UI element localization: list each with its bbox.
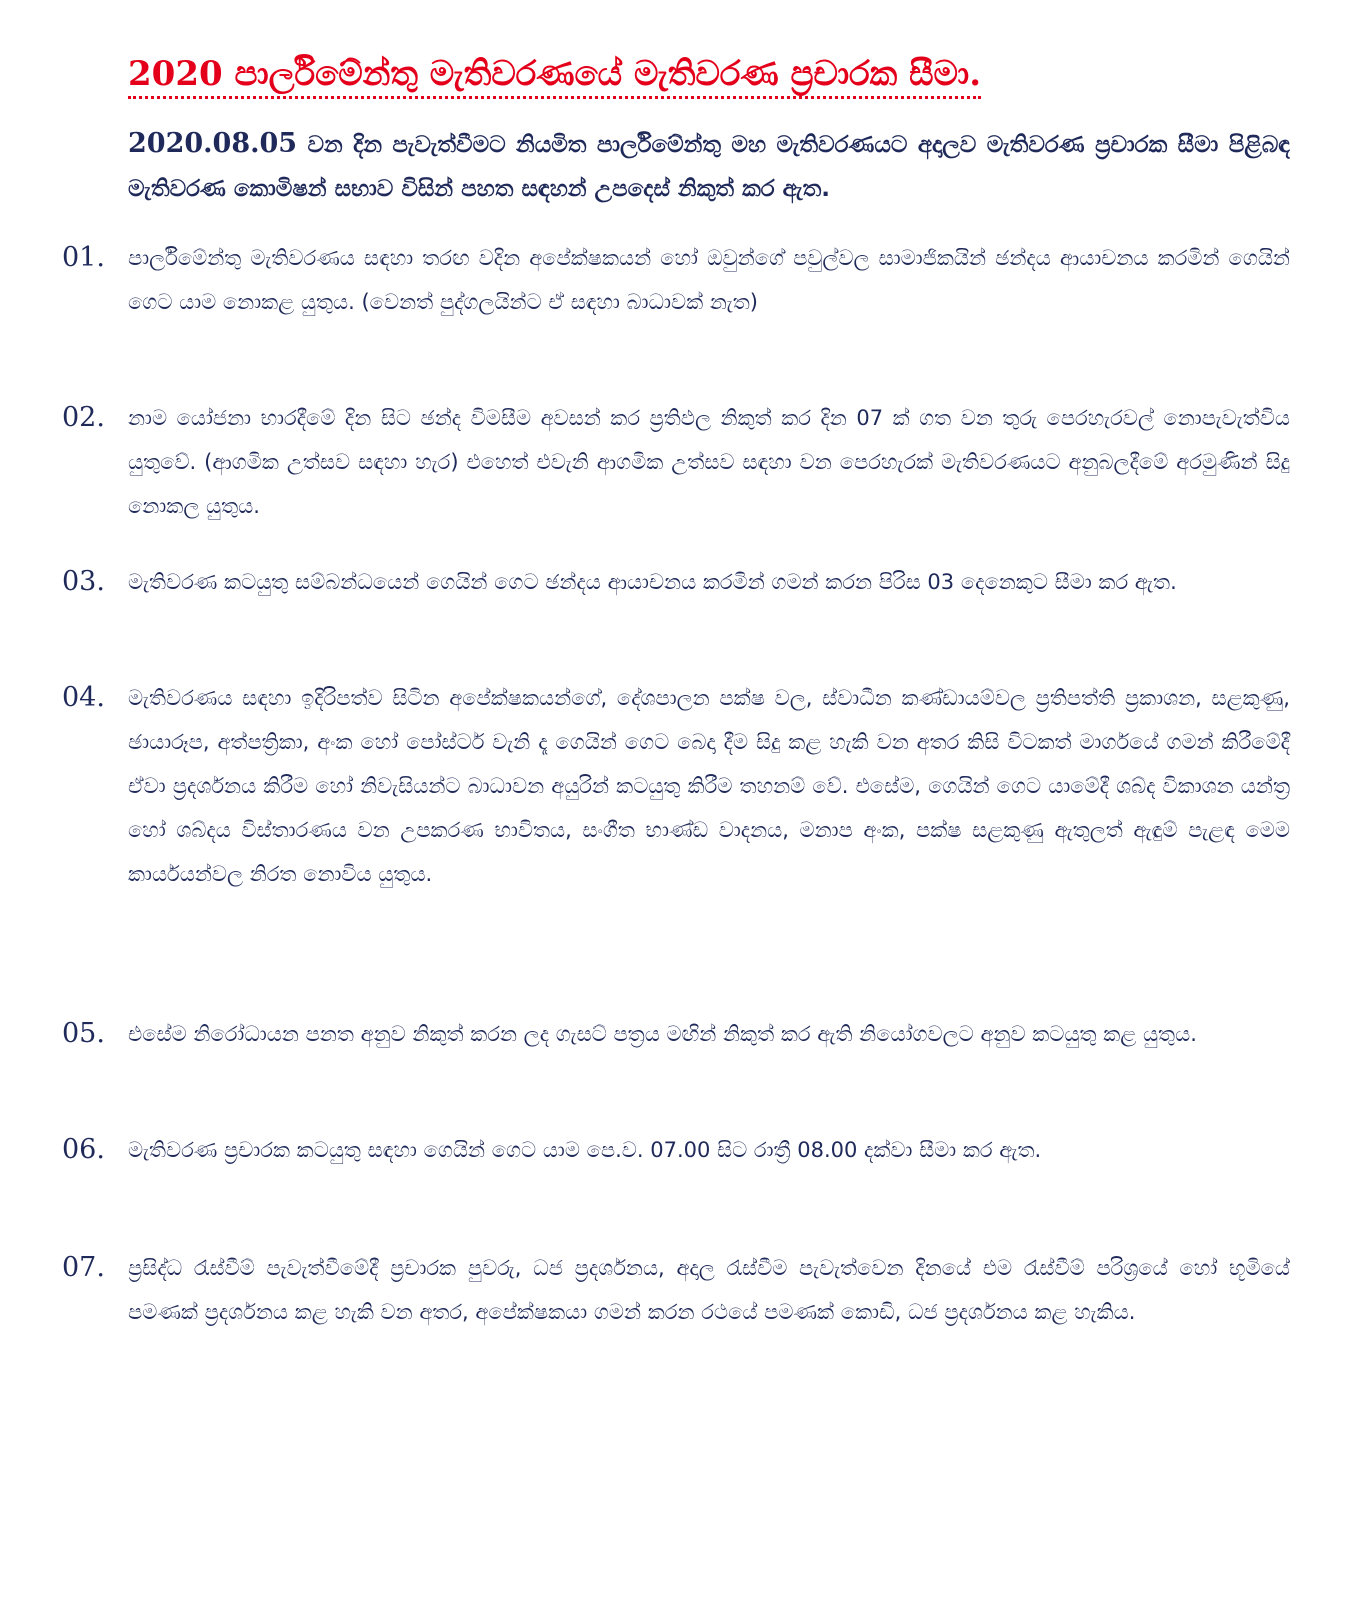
item-number: 01. — [62, 242, 105, 273]
item-text: ප්‍රසිද්ධ රැස්වීම් පැවැත්වීමේදී ප්‍රචාරක පුවරු, ධජ ප්‍රදර්ශනය, අදාල රැස්වීම පැවැත්වෙන දිනයේ එම රැස්වීම් පරිශ්‍රයේ හෝ භූමියේ පමණක් ප්‍රදර්ශනය කළ හැකි වන අතර, අපේක්ෂකයා ගමන් කරන රථයේ පමණක් කොඩි, ධජ ප්‍රදර්ශනය කළ හැකිය. — [128, 1256, 1290, 1324]
item-number: 05. — [62, 1018, 105, 1049]
item-text: නාම යෝජනා භාරදීමේ දින සිට ඡන්ද විමසීම අවසන් කර ප්‍රතිඵල නිකුත් කර දින 07 ක් ගත වන තුරු පෙරහැරවල් නොපැවැත්විය යුතුවේ. (ආගමික උත්සව සඳහා හැර) එහෙත් එවැනි ආගමික උත්සව සඳහා වන පෙරහැරක් මැතිවරණයට අනුබලදීමේ අරමුණින් සිදු නොකල යුතුය. — [128, 406, 1290, 518]
intro-date: 2020.08.05 — [128, 128, 298, 159]
document-title-text: 2020 පාර්ලිමේන්තු මැතිවරණයේ මැතිවරණ ප්‍රචාරක සීමා. — [128, 54, 981, 99]
item-text: මැතිවරණ කටයුතු සම්බන්ධයෙන් ගෙයින් ගෙට ඡන්දය ආයාචනය කරමින් ගමන් කරන පිරිස 03 දෙනෙකුට සීමා කර ඇත. — [128, 570, 1177, 594]
item-number: 04. — [62, 682, 105, 713]
item-number: 02. — [62, 402, 105, 433]
item-text: මැතිවරණ ප්‍රචාරක කටයුතු සඳහා ගෙයින් ගෙට යාම පෙ.ව. 07.00 සිට රාත්‍රී 08.00 දක්වා සීමා කර ඇත. — [128, 1138, 1042, 1162]
item-number: 06. — [62, 1134, 105, 1165]
intro-paragraph — [128, 122, 1290, 211]
item-number: 03. — [62, 566, 105, 597]
item-text: එසේම නිරෝධායන පනත අනුව නිකුත් කරන ලද ගැසට් පත්‍රය මඟින් නිකුත් කර ඇති නියෝගවලට අනුව කටයුතු කළ යුතුය. — [128, 1022, 1197, 1046]
document-title — [128, 48, 1268, 100]
item-number: 07. — [62, 1252, 105, 1283]
item-text: මැතිවරණය සඳහා ඉදිරිපත්ව සිටින අපේක්ෂකයන්ගේ, දේශපාලන පක්ෂ වල, ස්වාධීන කණ්ඩායම්වල ප්‍රතිපත්ති ප්‍රකාශන, සළකුණු, ඡායාරූප, අත්පත්‍රිකා, අංක හෝ පෝස්ටර් වැනි දෑ ගෙයින් ගෙට බෙදා දීම සිදු කළ හැකි වන අතර කිසි විටකත් මාර්ගයේ ගමන් කිරීමේදී ඒවා ප්‍රදර්ශනය කිරීම හෝ නිවැසියන්ට බාධාවන අයුරින් කටයුතු කිරීම තහනම් වේ. එසේම, ගෙයින් ගෙට යාමේදී ශබ්ද විකාශන යන්ත්‍ර හෝ ශබ්දය විස්තාරණය වන උපකරණ භාවිතය, සංගීත භාණ්ඩ වාදනය, මනාප අංක, පක්ෂ සළකුණු ඇතුලත් ඇඳුම් පැළඳ මෙම කාර්යයන්වල නිරත නොවිය යුතුය. — [128, 686, 1290, 886]
intro-text: වන දින පැවැත්වීමට නියමිත පාර්ලිමේන්තු මහ මැතිවරණයට අදාලව මැතිවරණ ප්‍රචාරක සීමා පිළිබඳ මැතිවරණ කොමිෂන් සභාව විසින් පහත සඳහන් උපදෙස් නිකුත් කර ඇත. — [128, 132, 1290, 202]
item-text: පාර්ලිමේන්තු මැතිවරණය සඳහා තරඟ වදින අපේක්ෂකයන් හෝ ඔවුන්ගේ පවුල්වල සාමාජිකයින් ඡන්දය ආයාචනය කරමින් ගෙයින් ගෙට යාම නොකළ යුතුය. (වෙනත් පුද්ගලයින්ට ඒ සඳහා බාධාවක් නැත) — [128, 246, 1290, 314]
